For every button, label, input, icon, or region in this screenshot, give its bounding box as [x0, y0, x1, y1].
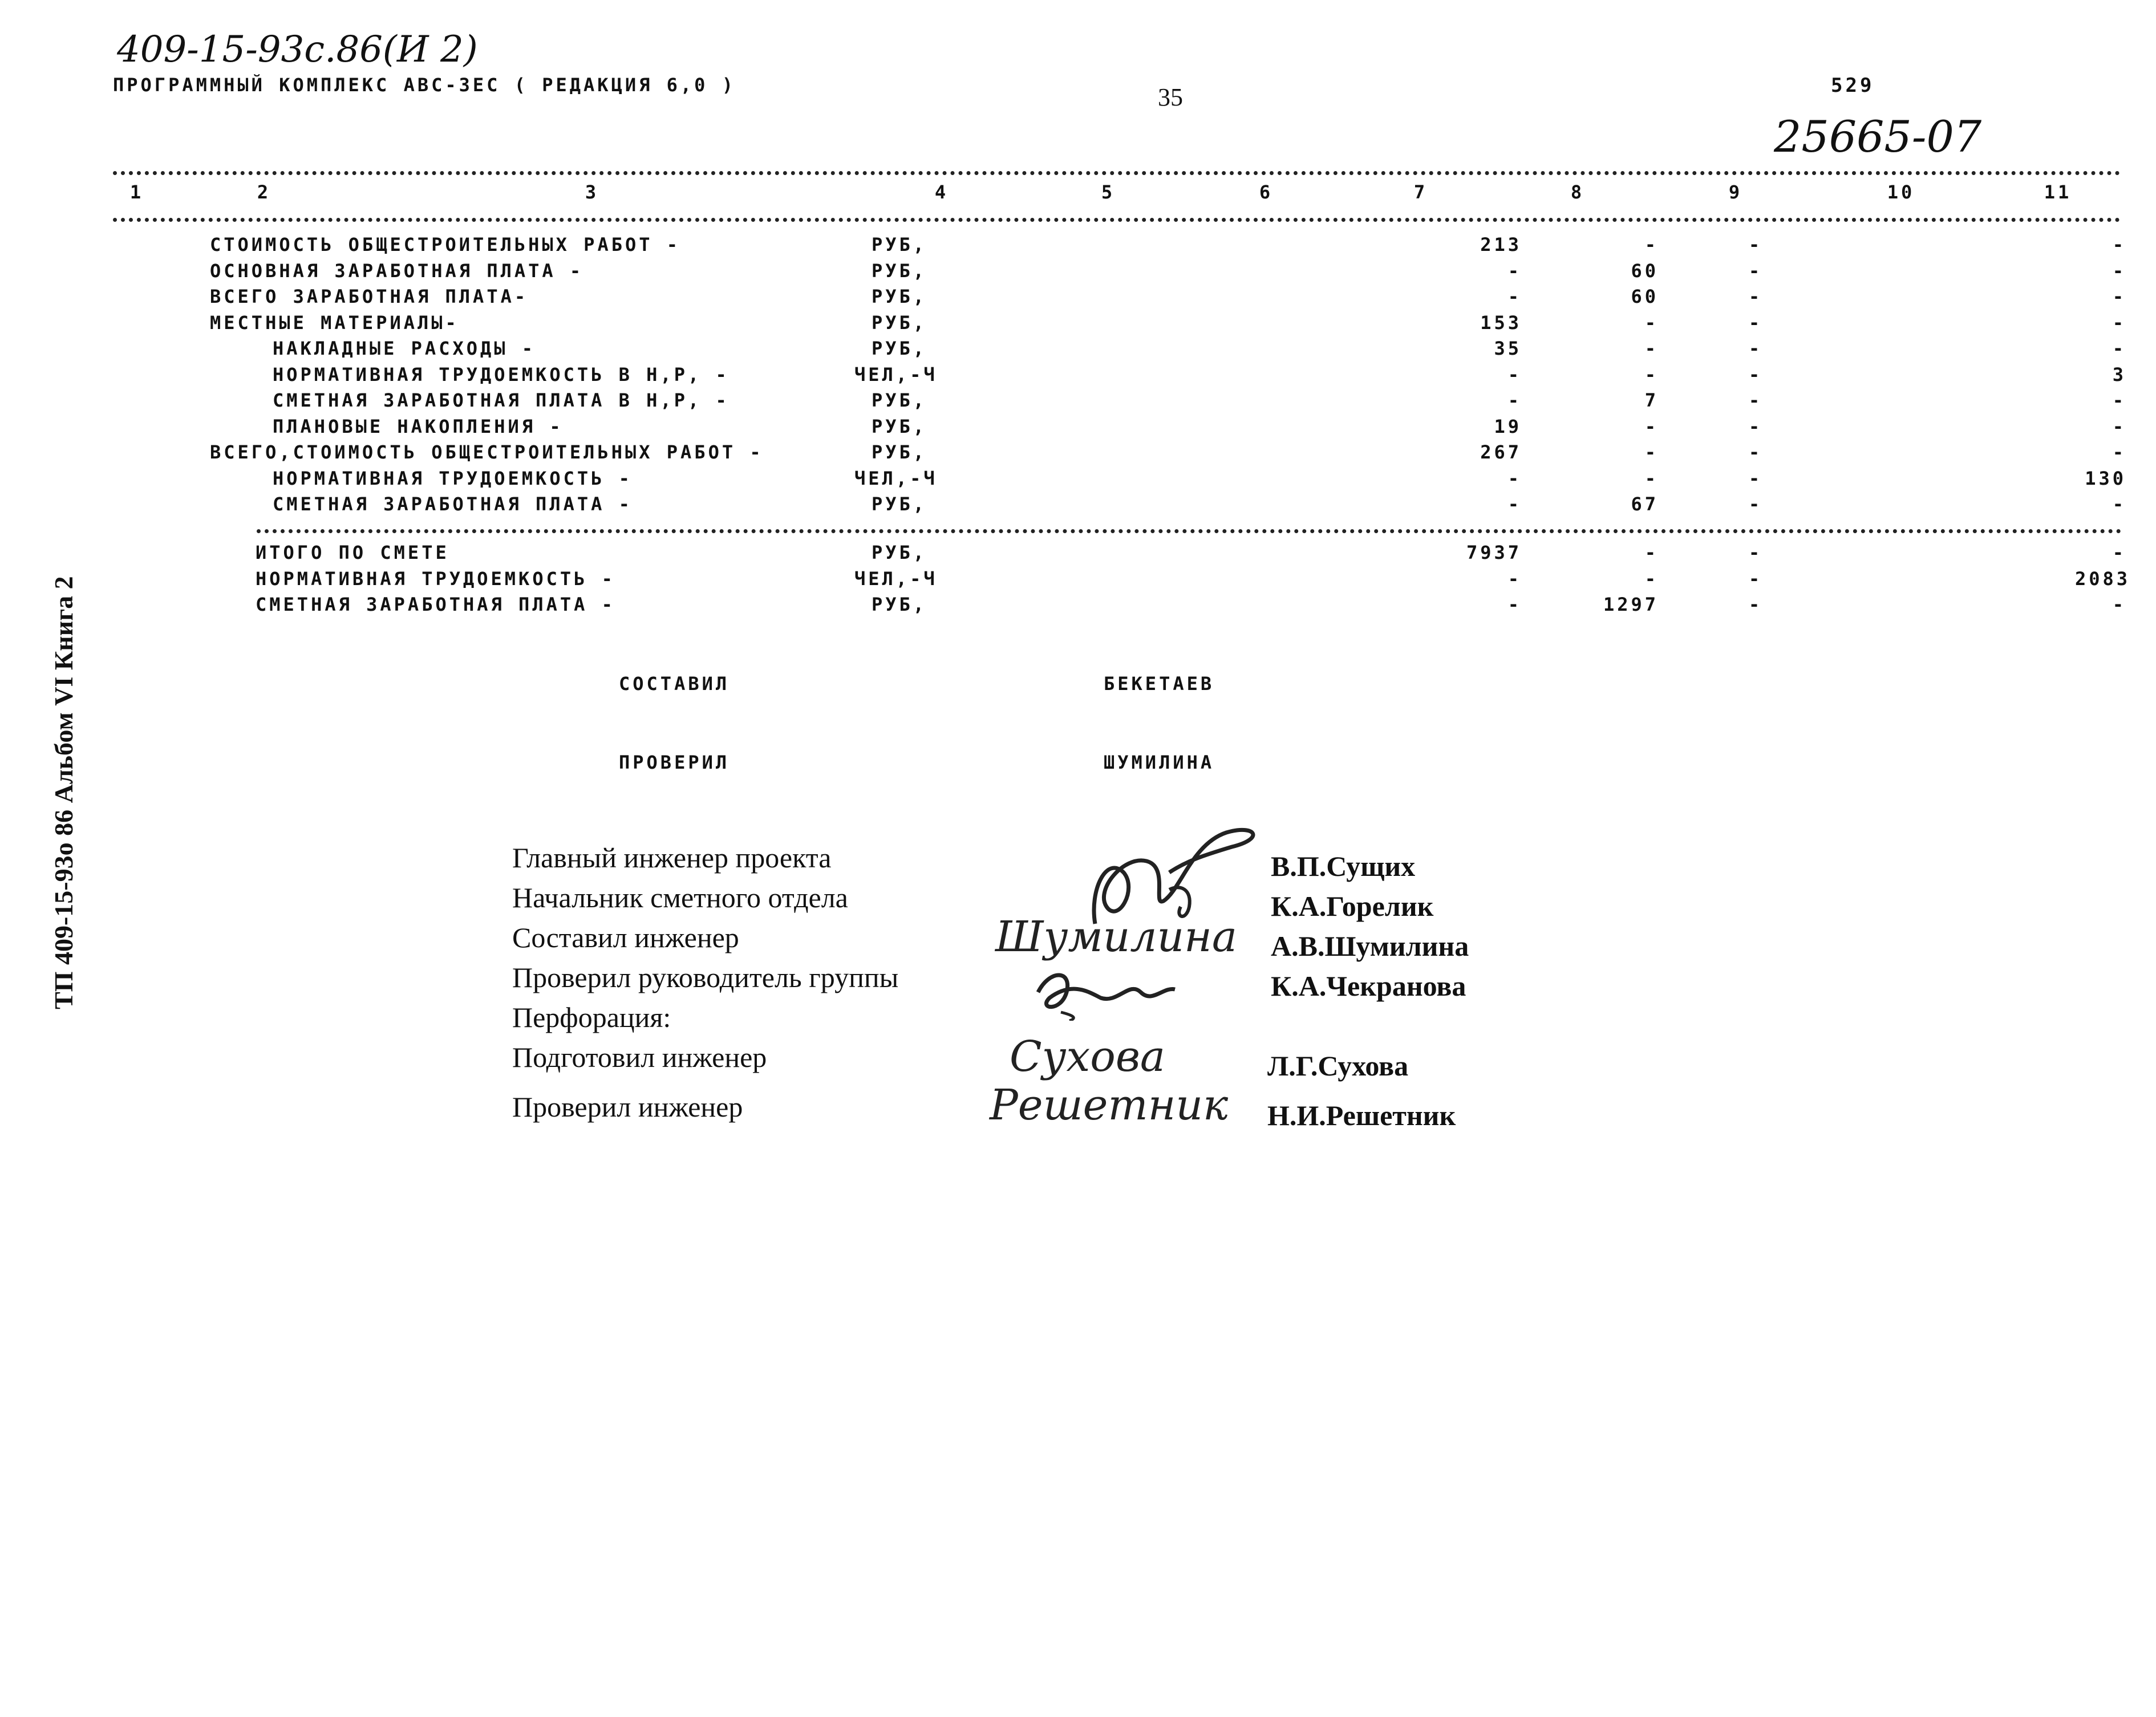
totals-row — [113, 568, 2132, 594]
staff-role: Перфорация: — [512, 1001, 671, 1033]
row-col7: - — [1507, 389, 1522, 411]
table-top-rule — [113, 171, 2121, 175]
table-row — [113, 389, 2132, 416]
staff-role: Начальник сметного отдела — [512, 882, 848, 914]
row-col8: - — [1644, 234, 1659, 255]
row-col8: 67 — [1631, 493, 1659, 515]
column-number: 3 — [585, 181, 599, 203]
row-label: ИТОГО ПО СМЕТЕ — [256, 542, 449, 563]
table-row — [113, 234, 2132, 260]
row-unit: РУБ, — [872, 311, 927, 334]
row-col11: - — [2112, 441, 2126, 463]
row-col7: 267 — [1480, 441, 1522, 463]
table-row — [113, 286, 2132, 312]
row-col7: - — [1507, 286, 1522, 307]
compiled-role: СОСТАВИЛ — [619, 673, 730, 695]
program-title: ПРОГРАММНЫЙ КОМПЛЕКС АВС-3ЕС ( РЕДАКЦИЯ 6,0 ) — [113, 74, 736, 96]
signature: Сухова — [1010, 1032, 1166, 1081]
row-col9: - — [1748, 493, 1763, 515]
row-col7: - — [1507, 467, 1522, 489]
staff-role: Главный инженер проекта — [512, 842, 832, 874]
row-label: НОРМАТИВНАЯ ТРУДОЕМКОСТЬ В Н,Р, - — [273, 363, 730, 385]
column-number: 8 — [1570, 181, 1585, 203]
table-row — [113, 364, 2132, 390]
staff-name: Н.И.Решетник — [1267, 1099, 1456, 1131]
column-number: 11 — [2044, 181, 2072, 203]
side-label: ТП 409-15-93о 86 Альбом VI Книга 2 — [49, 576, 78, 1009]
row-col8: 1297 — [1603, 594, 1659, 615]
sheet-number: 529 — [1831, 74, 1875, 97]
row-col9: - — [1748, 441, 1763, 463]
row-label: НОРМАТИВНАЯ ТРУДОЕМКОСТЬ - — [273, 467, 633, 489]
row-col11: - — [2112, 311, 2126, 334]
row-col11: - — [2112, 338, 2126, 359]
staff-name: К.А.Чекранова — [1271, 970, 1466, 1002]
row-col11: - — [2112, 286, 2126, 307]
row-col7: 153 — [1480, 311, 1522, 334]
checked-role: ПРОВЕРИЛ — [619, 752, 730, 773]
row-unit: ЧЕЛ,-Ч — [854, 467, 938, 489]
row-unit: РУБ, — [872, 338, 927, 359]
row-label: ВСЕГО ЗАРАБОТНАЯ ПЛАТА- — [210, 286, 529, 307]
row-col11: 2083 — [2075, 567, 2131, 590]
table-row — [113, 468, 2132, 494]
row-col11: - — [2112, 594, 2126, 615]
totals-table — [113, 542, 2132, 620]
checked-name: ШУМИЛИНА — [1104, 752, 1215, 773]
row-label: ВСЕГО,СТОИМОСТЬ ОБЩЕСТРОИТЕЛЬНЫХ РАБОТ - — [210, 441, 764, 463]
totals-rule — [257, 529, 2122, 533]
row-unit: РУБ, — [872, 259, 927, 282]
row-unit: РУБ, — [872, 594, 927, 615]
row-col11: - — [2112, 389, 2126, 411]
column-number: 6 — [1259, 181, 1274, 203]
row-col9: - — [1748, 311, 1763, 334]
table-row — [113, 260, 2132, 286]
table-row — [113, 338, 2132, 364]
signature: Шумилина — [995, 912, 1238, 961]
row-col11: 3 — [2112, 363, 2126, 385]
row-unit: РУБ, — [872, 441, 927, 463]
row-col9: - — [1748, 234, 1763, 255]
row-col8: - — [1644, 467, 1659, 489]
row-col7: 7937 — [1466, 542, 1522, 563]
row-col9: - — [1748, 415, 1763, 437]
row-col9: - — [1748, 389, 1763, 411]
table-row — [113, 312, 2132, 338]
row-col9: - — [1748, 594, 1763, 615]
row-unit: РУБ, — [872, 286, 927, 307]
row-col11: 130 — [2085, 467, 2126, 489]
row-col9: - — [1748, 467, 1763, 489]
row-col11: - — [2112, 259, 2126, 282]
row-unit: РУБ, — [872, 542, 927, 563]
document-code: 409-15-93с.86(И 2) — [117, 29, 478, 71]
inventory-number: 25665-07 — [1774, 111, 1982, 162]
column-number: 10 — [1887, 181, 1915, 203]
estimate-table — [113, 234, 2132, 519]
row-unit: РУБ, — [872, 493, 927, 515]
column-number: 7 — [1413, 181, 1428, 203]
signature-scribble-icon — [1027, 958, 1215, 1021]
signature: Решетник — [990, 1081, 1229, 1130]
row-unit: РУБ, — [872, 234, 927, 255]
column-number: 5 — [1101, 181, 1116, 203]
row-col9: - — [1748, 338, 1763, 359]
row-label: СМЕТНАЯ ЗАРАБОТНАЯ ПЛАТА - — [273, 493, 633, 515]
row-col11: - — [2112, 234, 2126, 255]
table-row — [113, 441, 2132, 468]
row-label: ПЛАНОВЫЕ НАКОПЛЕНИЯ - — [273, 415, 564, 437]
staff-name: А.В.Шумилина — [1271, 930, 1469, 962]
row-col8: - — [1644, 338, 1659, 359]
staff-role: Проверил инженер — [512, 1091, 743, 1123]
row-label: СТОИМОСТЬ ОБЩЕСТРОИТЕЛЬНЫХ РАБОТ - — [210, 234, 681, 255]
staff-name: К.А.Горелик — [1271, 890, 1434, 922]
row-col9: - — [1748, 363, 1763, 385]
staff-name: В.П.Сущих — [1271, 850, 1416, 882]
row-col7: 19 — [1494, 415, 1522, 437]
table-row — [113, 493, 2132, 519]
row-unit: РУБ, — [872, 415, 927, 437]
staff-role: Составил инженер — [512, 922, 739, 953]
row-unit: ЧЕЛ,-Ч — [854, 363, 938, 385]
column-number: 4 — [934, 181, 949, 203]
row-col8: - — [1644, 311, 1659, 334]
row-label: МЕСТНЫЕ МАТЕРИАЛЫ- — [210, 311, 459, 334]
row-col7: - — [1507, 363, 1522, 385]
row-col8: - — [1644, 441, 1659, 463]
row-col7: - — [1507, 259, 1522, 282]
row-label: СМЕТНАЯ ЗАРАБОТНАЯ ПЛАТА - — [256, 594, 615, 615]
row-col11: - — [2112, 493, 2126, 515]
column-number: 9 — [1728, 181, 1743, 203]
row-col8: - — [1644, 415, 1659, 437]
row-col8: 7 — [1644, 389, 1659, 411]
row-col8: - — [1644, 567, 1659, 590]
row-col7: - — [1507, 493, 1522, 515]
compiled-name: БЕКЕТАЕВ — [1104, 673, 1215, 695]
header-bottom-rule — [113, 218, 2121, 222]
row-col11: - — [2112, 415, 2126, 437]
row-unit: РУБ, — [872, 389, 927, 411]
staff-name: Л.Г.Сухова — [1267, 1050, 1409, 1082]
row-col7: 213 — [1480, 234, 1522, 255]
row-col9: - — [1748, 567, 1763, 590]
row-col8: 60 — [1631, 259, 1659, 282]
row-col7: - — [1507, 567, 1522, 590]
staff-role: Проверил руководитель группы — [512, 961, 899, 993]
row-col9: - — [1748, 259, 1763, 282]
column-number-row — [113, 181, 2121, 210]
row-label: НОРМАТИВНАЯ ТРУДОЕМКОСТЬ - — [256, 567, 615, 590]
row-col8: - — [1644, 542, 1659, 563]
row-label: ОСНОВНАЯ ЗАРАБОТНАЯ ПЛАТА - — [210, 259, 584, 282]
page-number: 35 — [1158, 83, 1183, 111]
row-label: СМЕТНАЯ ЗАРАБОТНАЯ ПЛАТА В Н,Р, - — [273, 389, 730, 411]
row-label: НАКЛАДНЫЕ РАСХОДЫ - — [273, 338, 536, 359]
row-unit: ЧЕЛ,-Ч — [854, 567, 938, 590]
staff-role: Подготовил инженер — [512, 1041, 767, 1073]
row-col11: - — [2112, 542, 2126, 563]
column-number: 1 — [129, 181, 144, 203]
row-col8: - — [1644, 363, 1659, 385]
row-col9: - — [1748, 542, 1763, 563]
row-col8: 60 — [1631, 286, 1659, 307]
row-col7: 35 — [1494, 338, 1522, 359]
signature-scribble-icon — [1084, 821, 1272, 947]
row-col7: - — [1507, 594, 1522, 615]
totals-row — [113, 594, 2132, 620]
row-col9: - — [1748, 286, 1763, 307]
totals-row — [113, 542, 2132, 568]
column-number: 2 — [257, 181, 271, 203]
table-row — [113, 416, 2132, 442]
